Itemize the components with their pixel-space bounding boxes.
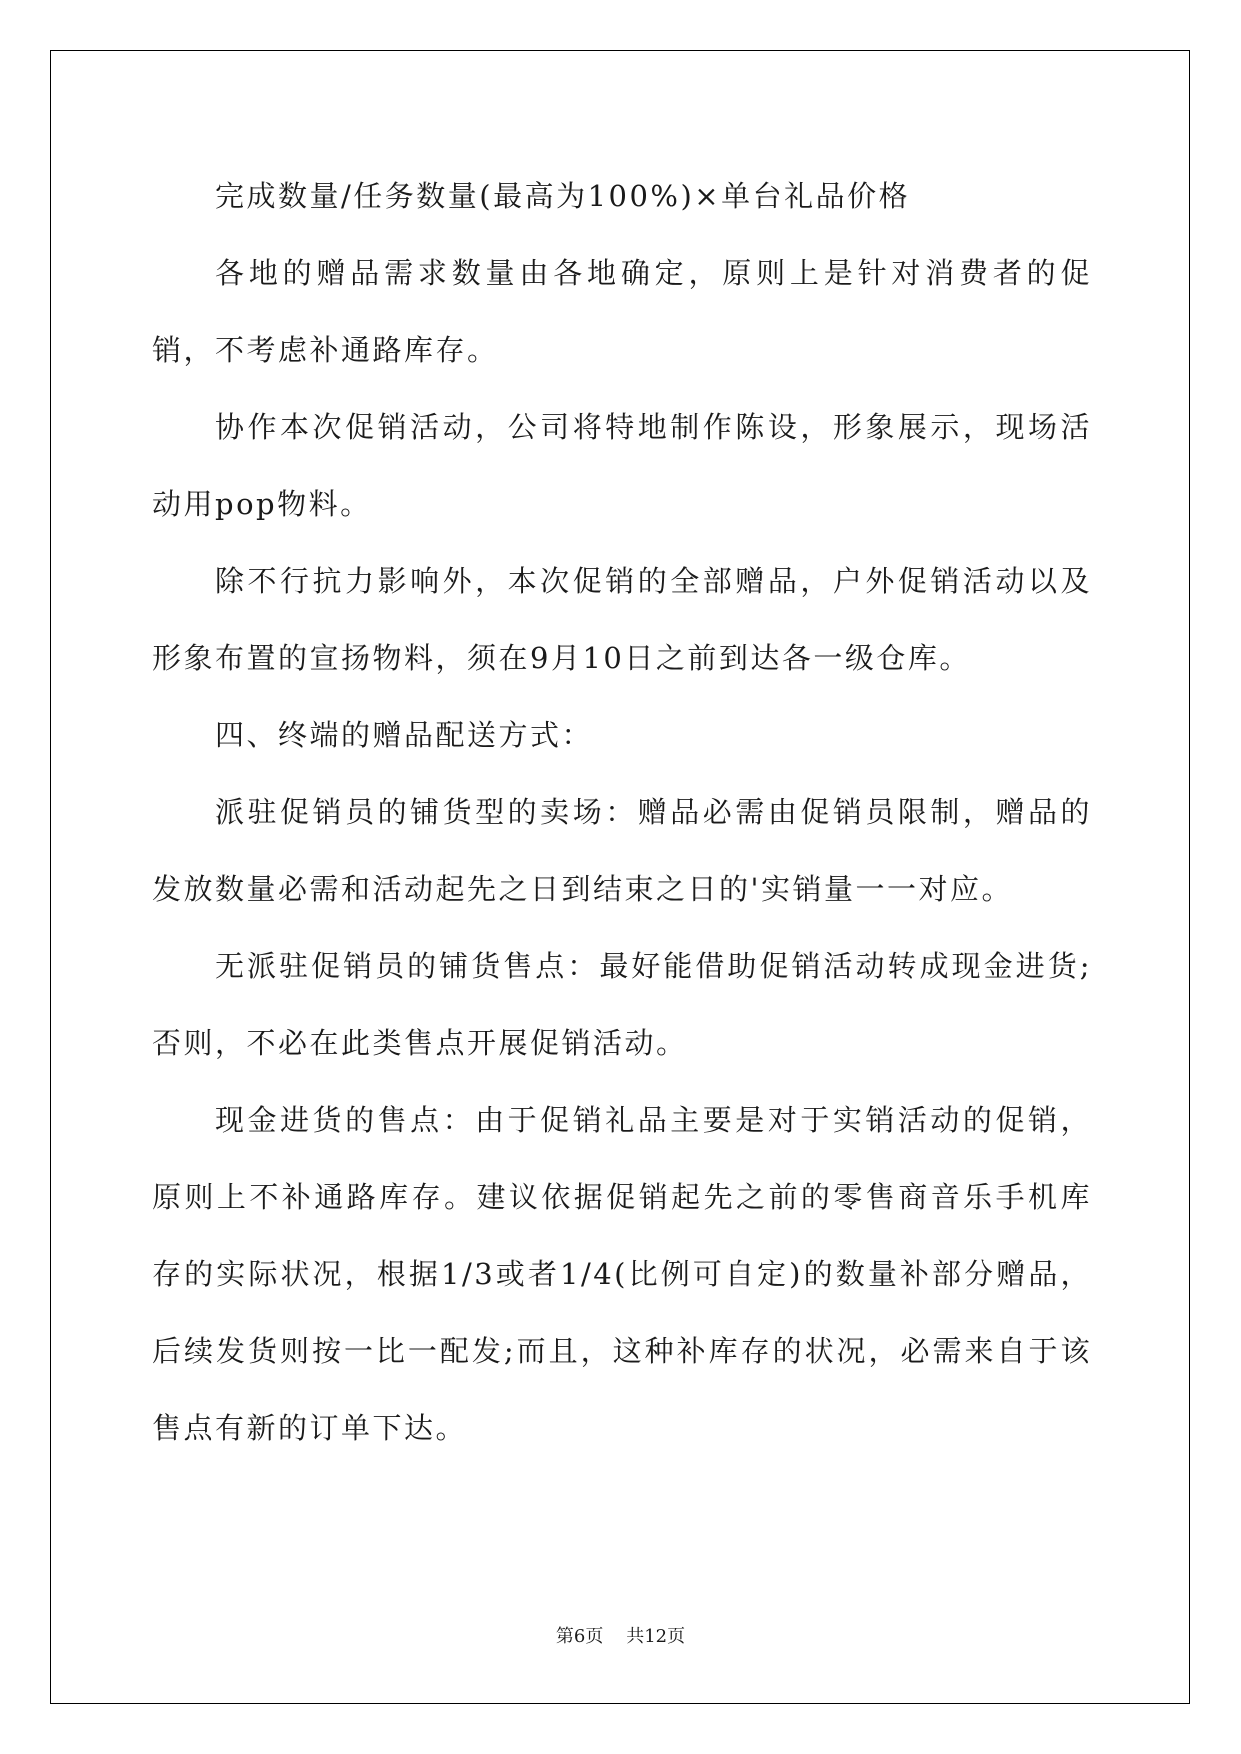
document-body	[152, 158, 1092, 1467]
paragraph: 各地的赠品需求数量由各地确定，原则上是针对消费者的促销，不考虑补通路库存。	[152, 256, 1092, 367]
paragraph: 现金进货的售点：由于促销礼品主要是对于实销活动的促销，原则上不补通路库存。建议依据促销起先之前的零售商音乐手机库存的实际状况，根据1/3或者1/4(比例可自定)的数量补部分赠品，后续发货则按一比一配发;而且，这种补库存的状况，必需来自于该售点有新的订单下达。	[152, 1103, 1092, 1445]
paragraph: 完成数量/任务数量(最高为100%)×单台礼品价格	[215, 179, 911, 213]
page-footer	[0, 1622, 1241, 1648]
page-total: 共12页	[626, 1626, 686, 1647]
paragraph: 除不行抗力影响外，本次促销的全部赠品，户外促销活动以及形象布置的宣扬物料，须在9月10日之前到达各一级仓库。	[152, 564, 1092, 675]
paragraph: 派驻促销员的铺货型的卖场：赠品必需由促销员限制，赠品的发放数量必需和活动起先之日到结束之日的'实销量一一对应。	[152, 795, 1092, 906]
page-number: 第6页	[555, 1626, 604, 1647]
paragraph: 无派驻促销员的铺货售点：最好能借助促销活动转成现金进货;否则，不必在此类售点开展促销活动。	[152, 949, 1092, 1060]
section-heading: 四、终端的赠品配送方式：	[215, 718, 594, 752]
paragraph: 协作本次促销活动，公司将特地制作陈设，形象展示，现场活动用pop物料。	[152, 410, 1092, 521]
